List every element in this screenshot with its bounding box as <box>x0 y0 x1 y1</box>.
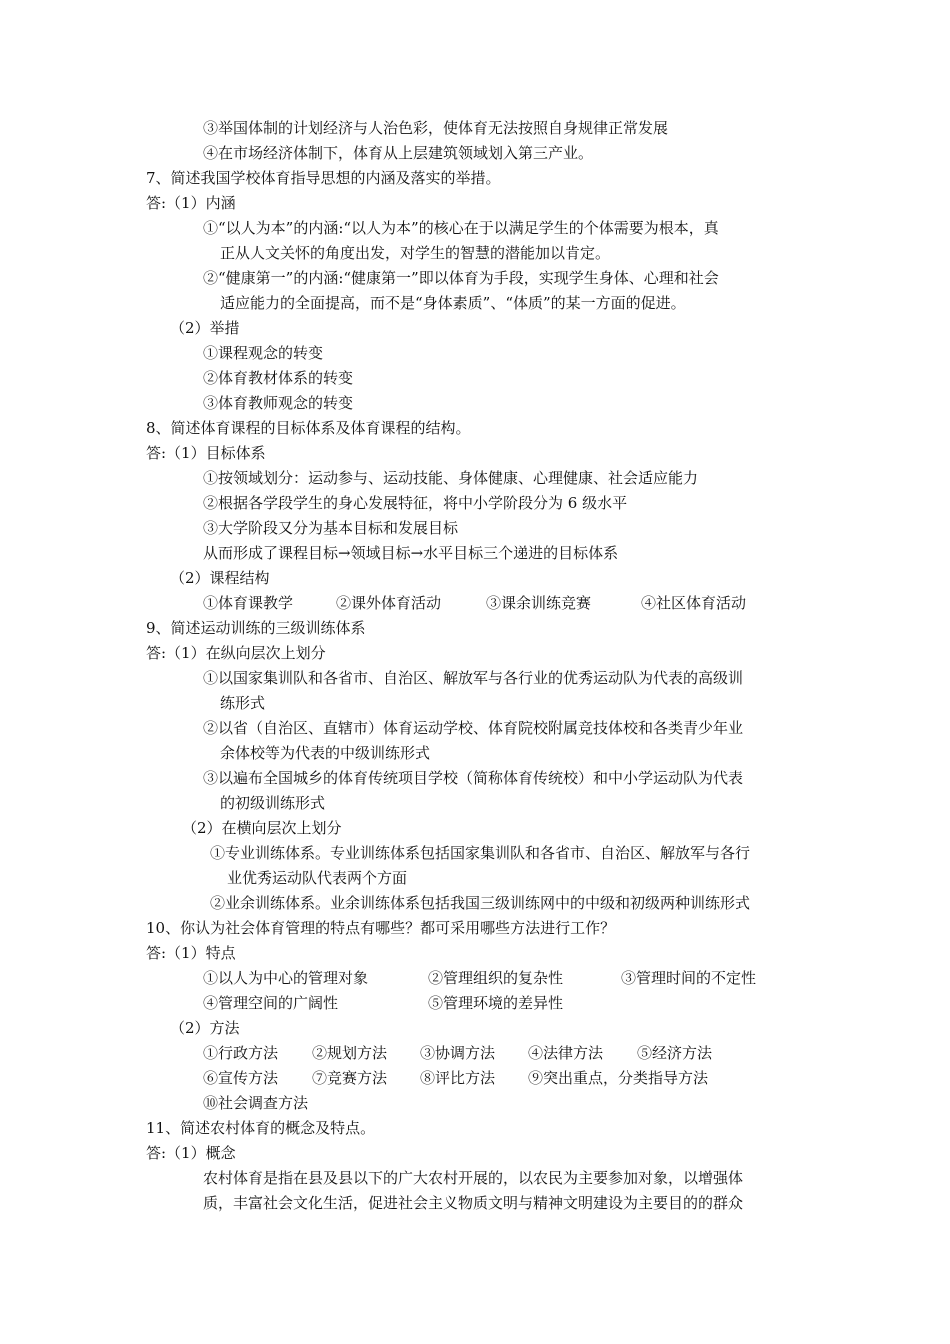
text-line: ③体育教师观念的转变 <box>203 394 354 412</box>
list-item: ②管理组织的复杂性 <box>428 969 564 987</box>
list-item: ②规划方法 <box>312 1044 388 1062</box>
list-item: ④社区体育活动 <box>641 594 747 612</box>
text-line: ①专业训练体系。专业训练体系包括国家集训队和各省市、自治区、解放军与各行 <box>210 844 751 862</box>
question-8: 8、简述体育课程的目标体系及体育课程的结构。 <box>146 419 471 437</box>
text-line: ①“以人为本”的内涵:“以人为本”的核心在于以满足学生的个体需要为根本，真 <box>203 219 719 237</box>
course-structure-row <box>203 593 746 613</box>
text-line: ③大学阶段又分为基本目标和发展目标 <box>203 519 459 537</box>
list-item: ⑤经济方法 <box>637 1044 713 1062</box>
features-row <box>203 968 756 988</box>
text-line: 农村体育是指在县及县以下的广大农村开展的，以农民为主要参加对象，以增强体 <box>203 1169 744 1187</box>
list-item: ⑤管理环境的差异性 <box>428 994 564 1012</box>
text-line: ②以省（自治区、直辖市）体育运动学校、体育院校附属竞技体校和各类青少年业 <box>203 719 744 737</box>
list-item: ③管理时间的不定性 <box>621 969 757 987</box>
list-item: ⑥宣传方法 <box>203 1069 279 1087</box>
list-item: ⑧评比方法 <box>420 1069 496 1087</box>
text-line: 业优秀运动队代表两个方面 <box>227 869 408 887</box>
list-item: ①体育课教学 <box>203 594 294 612</box>
question-11: 11、简述农村体育的概念及特点。 <box>146 1119 376 1137</box>
question-9: 9、简述运动训练的三级训练体系 <box>146 619 366 637</box>
list-item: ③协调方法 <box>420 1044 496 1062</box>
text-line: ①课程观念的转变 <box>203 344 324 362</box>
list-item: ④法律方法 <box>528 1044 604 1062</box>
methods-row <box>203 1068 708 1088</box>
list-item: ④管理空间的广阔性 <box>203 994 339 1012</box>
text-line: 练形式 <box>220 694 266 712</box>
text-line: ⑩社会调查方法 <box>203 1094 309 1112</box>
text-line: ②“健康第一”的内涵:“健康第一”即以体育为手段，实现学生身体、心理和社会 <box>203 269 719 287</box>
question-10: 10、你认为社会体育管理的特点有哪些？都可采用哪些方法进行工作？ <box>146 919 616 937</box>
text-line: 的初级训练形式 <box>220 794 326 812</box>
list-item: ②课外体育活动 <box>336 594 442 612</box>
text-line: 余体校等为代表的中级训练形式 <box>220 744 431 762</box>
features-row <box>203 993 563 1013</box>
text-line: ①以国家集训队和各省市、自治区、解放军与各行业的优秀运动队为代表的高级训 <box>203 669 744 687</box>
text-line: ②体育教材体系的转变 <box>203 369 354 387</box>
answer-heading: 答:（1）内涵 <box>146 194 236 212</box>
list-item: ①行政方法 <box>203 1044 279 1062</box>
methods-row <box>203 1043 712 1063</box>
list-item: ①以人为中心的管理对象 <box>203 969 369 987</box>
text-line: ②业余训练体系。业余训练体系包括我国三级训练网中的中级和初级两种训练形式 <box>210 894 751 912</box>
sub-heading: （2）课程结构 <box>170 569 270 587</box>
answer-heading: 答:（1）概念 <box>146 1144 236 1162</box>
text-line: ③以遍布全国城乡的体育传统项目学校（简称体育传统校）和中小学运动队为代表 <box>203 769 744 787</box>
sub-heading: （2）举措 <box>170 319 240 337</box>
text-line: ④在市场经济体制下，体育从上层建筑领域划入第三产业。 <box>203 144 594 162</box>
sub-heading: （2）在横向层次上划分 <box>182 819 342 837</box>
list-item: ⑦竞赛方法 <box>312 1069 388 1087</box>
question-7: 7、简述我国学校体育指导思想的内涵及落实的举措。 <box>146 169 501 187</box>
text-line: 适应能力的全面提高，而不是“身体素质”、“体质”的某一方面的促进。 <box>220 294 686 312</box>
answer-heading: 答:（1）目标体系 <box>146 444 266 462</box>
text-line: 正从人文关怀的角度出发，对学生的智慧的潜能加以肯定。 <box>220 244 611 262</box>
list-item: ⑨突出重点，分类指导方法 <box>528 1069 709 1087</box>
text-line: ①按领域划分：运动参与、运动技能、身体健康、心理健康、社会适应能力 <box>203 469 699 487</box>
sub-heading: （2）方法 <box>170 1019 240 1037</box>
text-line: 从而形成了课程目标→领域目标→水平目标三个递进的目标体系 <box>203 544 619 562</box>
text-line: ②根据各学段学生的身心发展特征，将中小学阶段分为 6 级水平 <box>203 494 628 512</box>
answer-heading: 答:（1）特点 <box>146 944 236 962</box>
answer-heading: 答:（1）在纵向层次上划分 <box>146 644 326 662</box>
text-line: 质，丰富社会文化生活，促进社会主义物质文明与精神文明建设为主要目的的群众 <box>203 1194 744 1212</box>
text-line: ③举国体制的计划经济与人治色彩，使体育无法按照自身规律正常发展 <box>203 119 669 137</box>
list-item: ③课余训练竞赛 <box>486 594 592 612</box>
